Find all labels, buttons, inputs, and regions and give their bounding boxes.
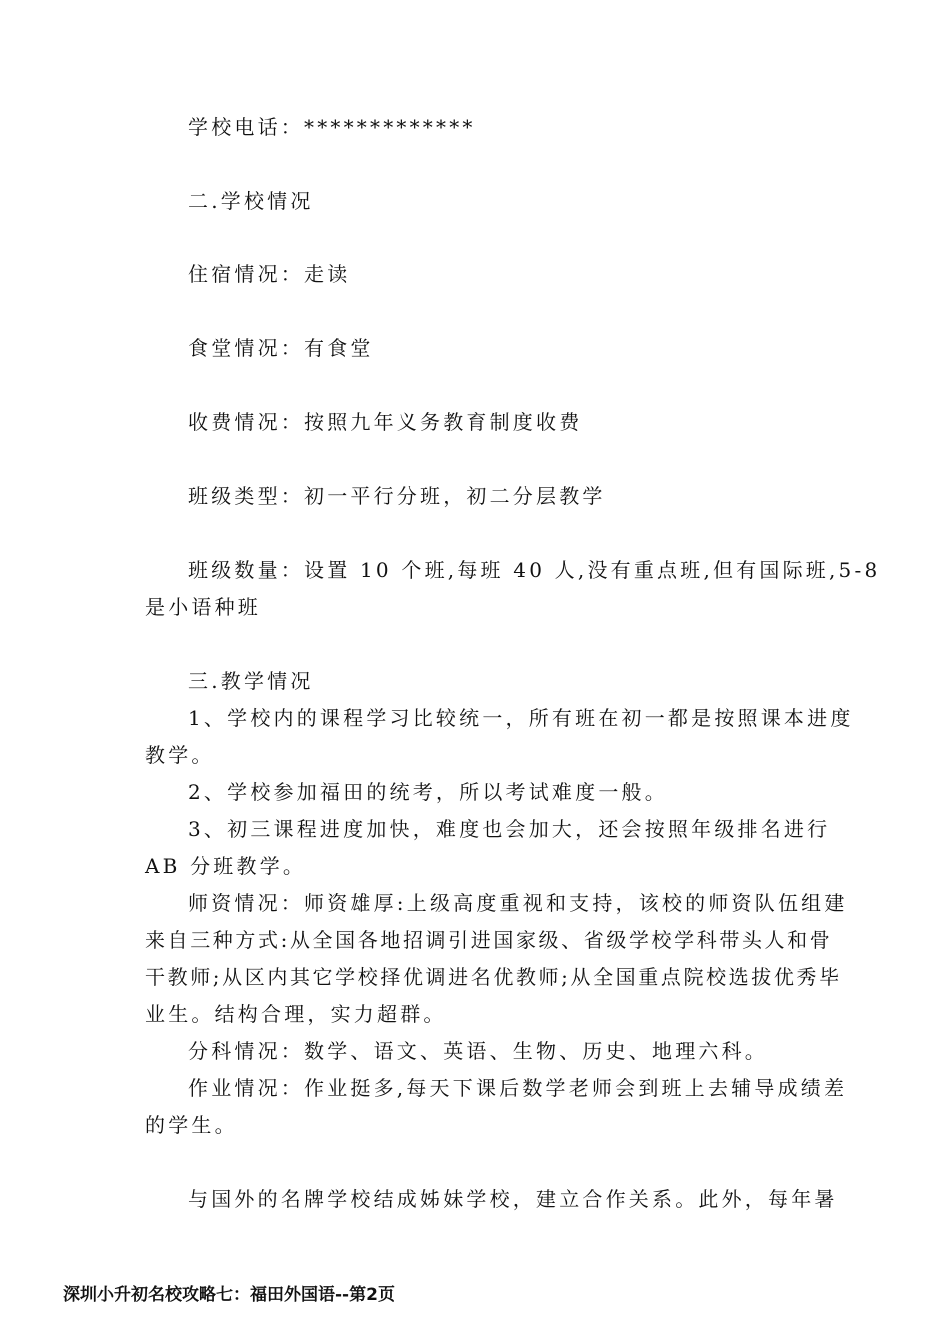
homework-line: 作业情况：作业挺多,每天下课后数学老师会到班上去辅导成绩差: [188, 1076, 848, 1100]
section-heading-school-info: 二.学校情况: [188, 189, 314, 213]
subjects-line: 分科情况：数学、语文、英语、生物、历史、地理六科。: [188, 1039, 768, 1063]
teaching-item-3-continued: AB 分班教学。: [145, 854, 307, 878]
teaching-item-2: 2、学校参加福田的统考，所以考试难度一般。: [188, 780, 668, 804]
teaching-item-3: 3、初三课程进度加快，难度也会加大，还会按照年级排名进行: [188, 817, 831, 841]
faculty-line-continued-1: 来自三种方式:从全国各地招调引进国家级、省级学校学科带头人和骨: [145, 928, 833, 952]
teaching-item-1: 1、学校内的课程学习比较统一，所有班在初一都是按照课本进度: [188, 706, 854, 730]
canteen-line: 食堂情况：有食堂: [188, 336, 374, 360]
faculty-line-continued-3: 业生。结构合理，实力超群。: [145, 1002, 447, 1026]
school-phone-line: 学校电话：*************: [188, 115, 476, 139]
section-heading-teaching: 三.教学情况: [188, 669, 314, 693]
boarding-line: 住宿情况：走读: [188, 262, 351, 286]
class-count-line: 班级数量：设置 10 个班,每班 40 人,没有重点班,但有国际班,5-8: [188, 558, 881, 582]
class-type-line: 班级类型：初一平行分班，初二分层教学: [188, 484, 606, 508]
fees-line: 收费情况：按照九年义务教育制度收费: [188, 410, 583, 434]
page-footer: 深圳小升初名校攻略七：福田外国语--第2页: [63, 1285, 395, 1305]
faculty-line-continued-2: 干教师;从区内其它学校择优调进名优教师;从全国重点院校选拔优秀毕: [145, 965, 842, 989]
teaching-item-1-continued: 教学。: [145, 743, 215, 767]
class-count-line-continued: 是小语种班: [145, 595, 261, 619]
faculty-line: 师资情况：师资雄厚:上级高度重视和支持，该校的师资队伍组建: [188, 891, 848, 915]
partnership-line: 与国外的名牌学校结成姊妹学校，建立合作关系。此外，每年暑: [188, 1187, 838, 1211]
homework-line-continued: 的学生。: [145, 1113, 238, 1137]
